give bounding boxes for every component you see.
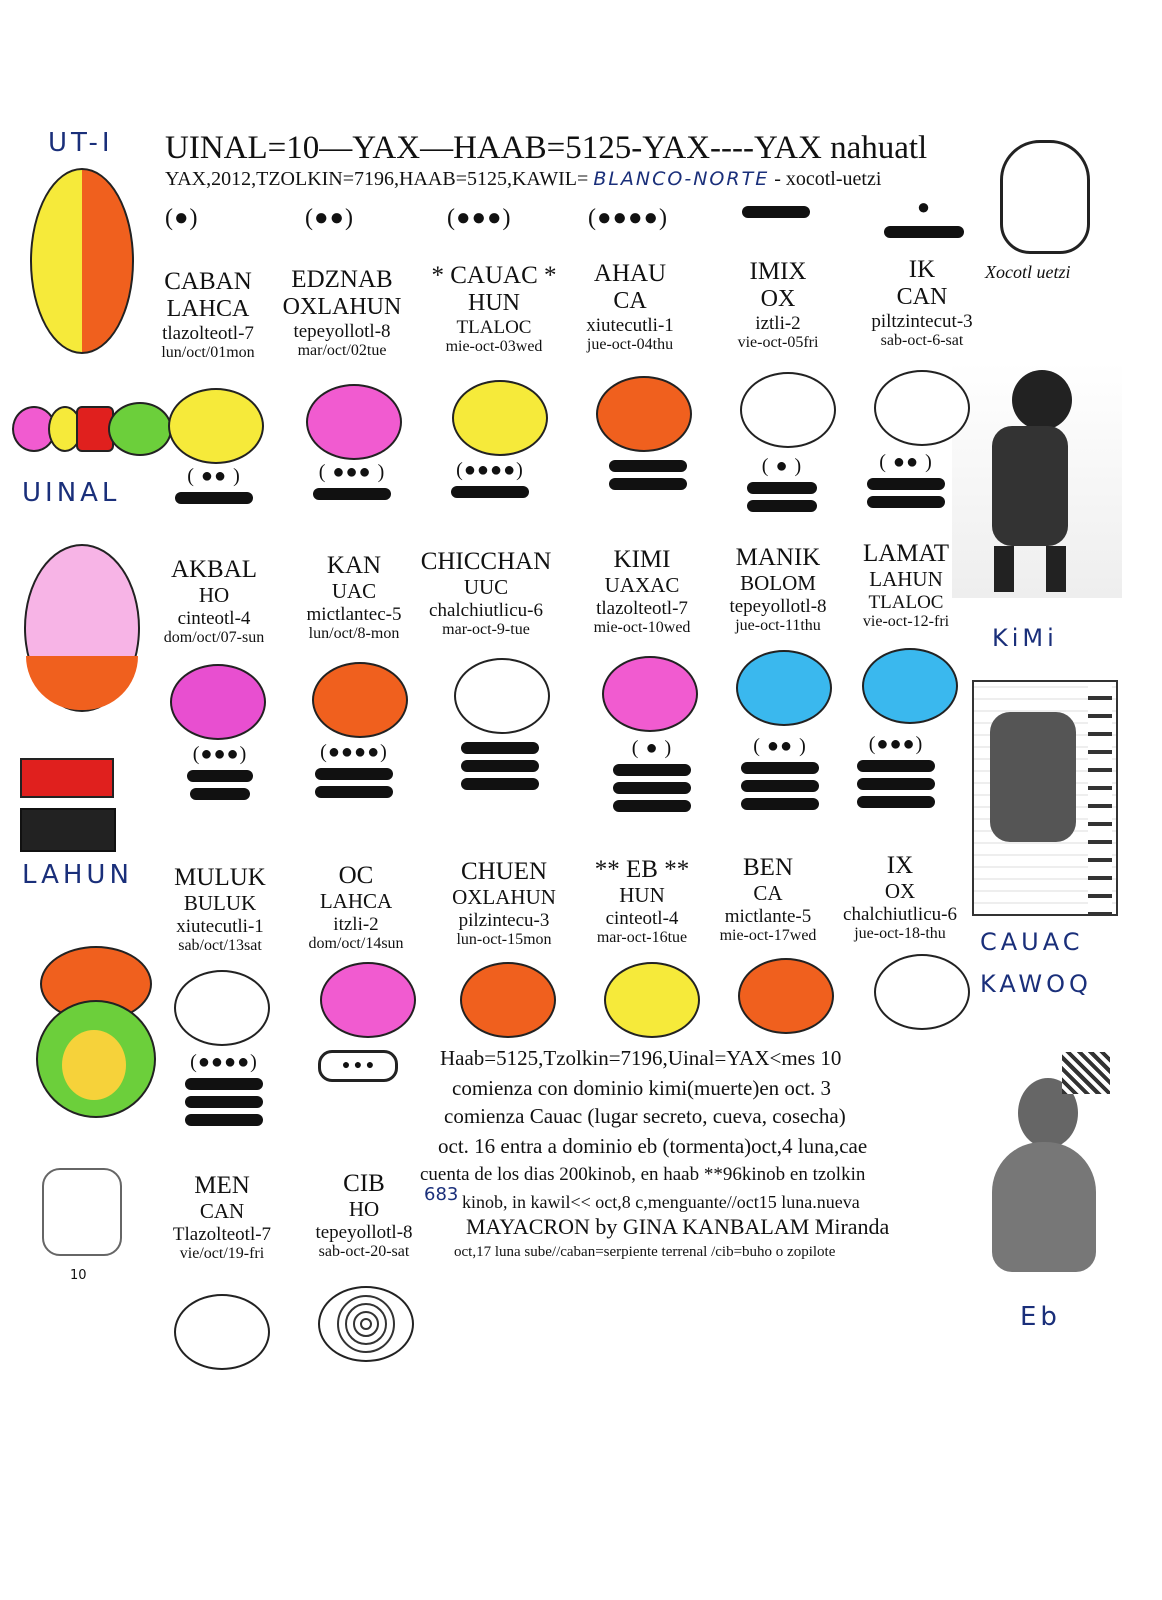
number-three: (●●●) [447,205,512,231]
day-lamat: LAMAT LAHUN TLALOC vie-oct-12-fri [862,540,950,630]
label-xocotl: Xocotl uetzi [985,262,1071,282]
glyph-oc [320,962,416,1038]
day-akbal: AKBAL HO cinteotl-4 dom/oct/07-sun [163,556,265,646]
day-kan: KAN UAC mictlantec-5 lun/oct/8-mon [306,552,402,642]
number-ik-4: ( ●● ) [858,452,954,508]
label-kawoq: KAWOQ [980,970,1092,998]
number-kimi-8: ( ● ) [604,738,700,812]
number-six: ● [880,196,968,238]
glyph-caban [168,388,264,464]
number-manik-9: ( ●● ) [732,736,828,810]
subtitle-handwritten: BLANCO-NORTE [593,168,770,190]
glyph-ben [738,958,834,1034]
day-manik: MANIK BOLOM tepeyollotl-8 jue-oct-11thu [729,544,827,634]
uinal-figure-illustration [12,402,164,452]
number-imix-3: ( ● ) [734,456,830,512]
black-bar-illustration [20,808,116,852]
number-two: (●●) [305,205,354,231]
glyph-ahau [596,376,692,452]
cauac-codex-illustration [972,680,1118,916]
label-lahun: LAHUN [22,860,133,890]
number-akbal-5: (●●●) [172,744,268,800]
subtitle-right: - xocotl-uetzi [774,168,882,190]
eb-deity-illustration [972,1048,1120,1286]
uti-glyph-illustration [30,168,134,354]
glyph-muluk [174,970,270,1046]
day-imix: IMIX OX iztli-2 vie-oct-05fri [737,258,819,352]
figure-pink-illustration [24,544,140,712]
red-bar-illustration [20,758,114,798]
number-cauac-1: (●●●●) [442,460,538,498]
glyph-ix [874,954,970,1030]
glyph-ik [874,370,970,446]
glyph-edznab [306,384,402,460]
glyph-chuen [460,962,556,1038]
day-ahau: AHAU CA xiutecutli-1 jue-oct-04thu [586,260,674,354]
number-caban-12: ( ●● ) [166,466,262,504]
number-chicchan-7 [452,742,548,790]
day-cauac: * CAUAC * HUN TLALOC mie-oct-03wed [431,262,557,356]
note-line-7: MAYACRON by GINA KANBALAM Miranda [466,1214,890,1239]
note-line-8: oct,17 luna sube//caban=serpiente terrenal /cib=buho o zopilote [454,1244,836,1260]
small-glyph-illustration [42,1168,122,1256]
day-kimi: KIMI UAXAC tlazolteotl-7 mie-oct-10wed [593,546,691,636]
label-kimi: KiMi [992,624,1058,652]
number-ahau-2 [600,460,696,490]
day-edznab: EDZNAB OXLAHUN tepeyollotl-8 mar/oct/02tue [282,266,402,360]
day-ben: BEN CA mictlante-5 mie-oct-17wed [719,854,817,944]
page-title: UINAL=10—YAX—HAAB=5125-YAX----YAX nahuatl [165,130,928,166]
note-line-4: oct. 16 entra a dominio eb (tormenta)oct,4 luna,cae [438,1134,868,1158]
glyph-cib [318,1286,414,1362]
glyph-imix [740,372,836,448]
label-uti: UT-I [48,128,114,158]
day-cib: CIB HO tepeyollotl-8 sab-oct-20-sat [315,1170,413,1260]
note-line-1: Haab=5125,Tzolkin=7196,Uinal=YAX<mes 10 [440,1046,842,1070]
subtitle-left: YAX,2012,TZOLKIN=7196,HAAB=5125,KAWIL= [165,168,589,190]
number-lamat-10: (●●●) [848,734,944,808]
glyph-akbal [170,664,266,740]
spiral-icon [320,1288,412,1360]
label-uinal: UINAL [22,478,121,508]
glyph-men [174,1294,270,1370]
number-edznab-13: ( ●●● ) [304,462,400,500]
day-caban: CABAN LAHCA tlazolteotl-7 lun/oct/01mon [161,268,255,362]
xocotl-glyph-illustration [1000,140,1090,254]
number-muluk-11: (●●●●) [176,1052,272,1126]
glyph-chicchan [454,658,550,734]
day-muluk: MULUK BULUK xiutecutli-1 sab/oct/13sat [174,864,266,954]
glyph-kan [312,662,408,738]
glyph-lamat [862,648,958,724]
number-oc-zero: ● ● ● [318,1050,398,1082]
number-five [742,206,810,218]
day-ik: IK CAN piltzintecut-3 sab-oct-6-sat [871,256,973,350]
note-line-5: cuenta de los dias 200kinob, en haab **96kinob en tzolkin [420,1164,866,1185]
number-four: (●●●●) [588,205,668,231]
note-line-3: comienza Cauac (lugar secreto, cueva, cosecha) [444,1104,846,1128]
page-subtitle [165,168,881,191]
glyph-cauac [452,380,548,456]
day-eb: ** EB ** HUN cinteotl-4 mar-oct-16tue [594,856,690,946]
note-line-6-handwritten: 683 [424,1184,459,1205]
day-oc: OC LAHCA itzli-2 dom/oct/14sun [308,862,404,952]
figure-orange-green-illustration [36,930,152,1116]
glyph-manik [736,650,832,726]
page-number: 10 [70,1268,87,1283]
note-line-6: kinob, in kawil<< oct,8 c,menguante//oct15 luna.nueva [462,1192,860,1212]
day-ix: IX OX chalchiutlicu-6 jue-oct-18-thu [843,852,957,942]
label-cauac: CAUAC [980,928,1084,956]
glyph-eb [604,962,700,1038]
day-men: MEN CAN Tlazolteotl-7 vie/oct/19-fri [172,1172,272,1262]
glyph-kimi [602,656,698,732]
number-one: (●) [165,205,199,231]
label-eb: Eb [1020,1302,1061,1332]
note-line-2: comienza con dominio kimi(muerte)en oct. 3 [452,1076,832,1100]
day-chicchan: CHICCHAN UUC chalchiutlicu-6 mar-oct-9-tue [420,548,552,638]
number-kan-6: (●●●●) [306,742,402,798]
day-chuen: CHUEN OXLAHUN pilzintecu-3 lun-oct-15mon [452,858,556,948]
